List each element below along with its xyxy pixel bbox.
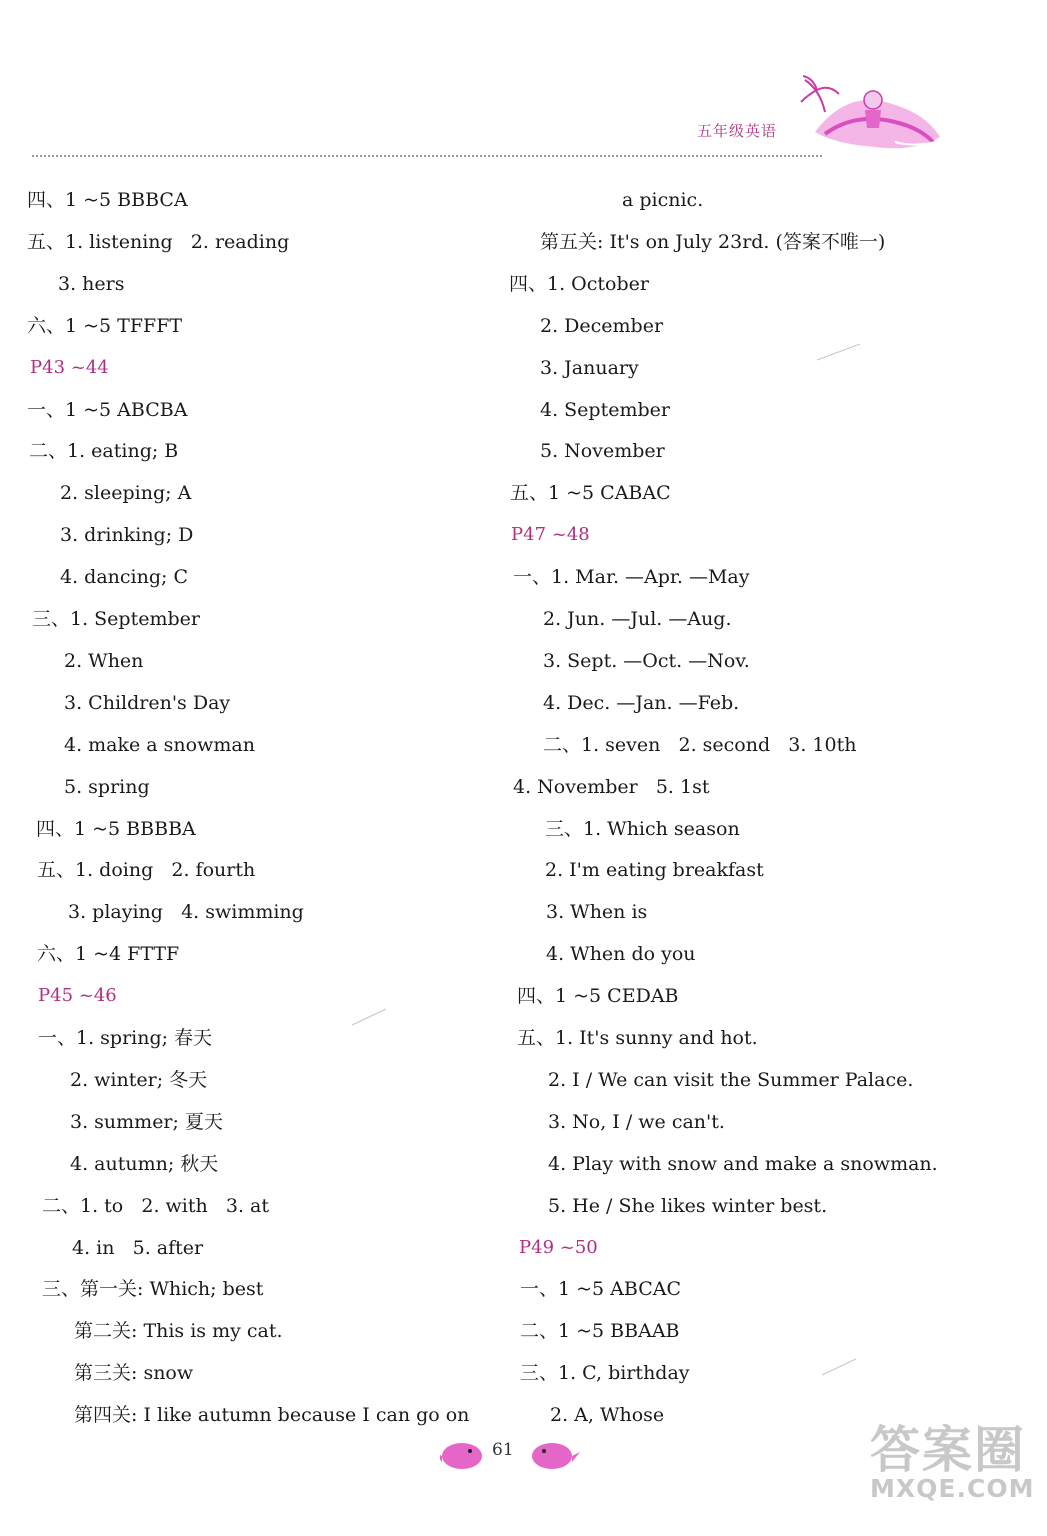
- answer-line: 五、1. doing 2. fourth: [37, 859, 256, 881]
- surfer-illustration: [795, 72, 955, 162]
- bird-icon: [532, 1443, 580, 1469]
- answer-line: 2. winter; 冬天: [70, 1069, 208, 1091]
- watermark-main: 答案圈: [870, 1421, 1026, 1479]
- answer-line: 一、1. Mar. —Apr. —May: [513, 566, 750, 588]
- answer-line: 4. autumn; 秋天: [70, 1153, 219, 1175]
- answer-line: 四、1 ~5 BBBBA: [36, 818, 196, 840]
- answer-line: 5. November: [540, 440, 665, 462]
- answer-line: 三、1. September: [32, 608, 200, 630]
- stray-mark: [815, 340, 865, 365]
- stray-mark: [820, 1355, 860, 1380]
- answer-line: 4. September: [540, 399, 670, 421]
- answer-line: 2. Jun. —Jul. —Aug.: [543, 608, 732, 630]
- answer-line: 3. Sept. —Oct. —Nov.: [543, 650, 750, 672]
- answer-line: 4. Dec. —Jan. —Feb.: [543, 692, 740, 714]
- stray-mark: [350, 1005, 390, 1030]
- section-heading: P47 ~48: [511, 524, 590, 545]
- answer-line: 3. No, I / we can't.: [548, 1111, 725, 1133]
- answer-line: 五、1. It's sunny and hot.: [517, 1027, 758, 1049]
- answer-line: 六、1 ~5 TFFFT: [27, 315, 183, 337]
- answer-line: 4. November 5. 1st: [513, 776, 710, 798]
- answer-line: 三、1. C, birthday: [520, 1362, 690, 1384]
- answer-line: 一、1 ~5 ABCAC: [520, 1278, 682, 1300]
- answer-line: 一、1. spring; 春天: [38, 1027, 213, 1049]
- answer-line: 3. summer; 夏天: [70, 1111, 223, 1133]
- footer-birds: [440, 1434, 620, 1474]
- answer-line: 4. in 5. after: [72, 1237, 204, 1259]
- answer-line: 3. drinking; D: [60, 524, 194, 546]
- answer-line: 5. spring: [64, 776, 150, 798]
- answer-line: 4. dancing; C: [60, 566, 188, 588]
- answer-line: 3. When is: [546, 901, 648, 923]
- answer-line: 第三关: snow: [74, 1362, 194, 1384]
- answer-line: 2. December: [540, 315, 664, 337]
- answer-line: 三、第一关: Which; best: [42, 1278, 264, 1300]
- answer-line: 3. January: [540, 357, 639, 379]
- answer-line: a picnic.: [622, 189, 704, 211]
- answer-line: 二、1. seven 2. second 3. 10th: [543, 734, 857, 756]
- answer-line: 二、1. to 2. with 3. at: [42, 1195, 269, 1217]
- answer-line: 3. hers: [58, 273, 125, 295]
- section-heading: P43 ~44: [30, 357, 109, 378]
- answer-line: 五、1. listening 2. reading: [27, 231, 290, 253]
- answer-line: 2. I'm eating breakfast: [545, 859, 764, 881]
- answer-line: 五、1 ~5 CABAC: [510, 482, 671, 504]
- answer-line: 四、1 ~5 BBBCA: [27, 189, 188, 211]
- answer-line: 二、1 ~5 BBAAB: [520, 1320, 680, 1342]
- answer-line: 一、1 ~5 ABCBA: [27, 399, 188, 421]
- answer-line: 2. sleeping; A: [60, 482, 192, 504]
- answer-line: 第四关: I like autumn because I can go on: [74, 1404, 470, 1426]
- watermark: [870, 1410, 1034, 1503]
- answer-line: 六、1 ~4 FTTF: [37, 943, 180, 965]
- answer-line: 4. make a snowman: [64, 734, 255, 756]
- answer-line: 3. Children's Day: [64, 692, 231, 714]
- answer-line: 4. When do you: [546, 943, 696, 965]
- answer-line: 二、1. eating; B: [29, 440, 179, 462]
- answer-line: 2. When: [64, 650, 144, 672]
- header-title: 五年级英语: [697, 122, 778, 140]
- answer-line: 2. A, Whose: [550, 1404, 665, 1426]
- bird-icon: [440, 1443, 482, 1469]
- answer-line: 四、1 ~5 CEDAB: [517, 985, 679, 1007]
- answer-line: 第五关: It's on July 23rd. (答案不唯一): [540, 231, 886, 253]
- answer-line: 3. playing 4. swimming: [68, 901, 304, 923]
- header-divider: [32, 155, 822, 157]
- answer-line: 第二关: This is my cat.: [74, 1320, 283, 1342]
- answer-line: 2. I / We can visit the Summer Palace.: [548, 1069, 914, 1091]
- answer-line: 4. Play with snow and make a snowman.: [548, 1153, 938, 1175]
- section-heading: P45 ~46: [38, 985, 117, 1006]
- answer-line: 5. He / She likes winter best.: [548, 1195, 828, 1217]
- answer-line: 四、1. October: [509, 273, 649, 295]
- page-number: 61: [492, 1440, 514, 1460]
- section-heading: P49 ~50: [519, 1237, 598, 1258]
- answer-line: 三、1. Which season: [545, 818, 740, 840]
- watermark-sub: MXQE.COM: [870, 1474, 1035, 1503]
